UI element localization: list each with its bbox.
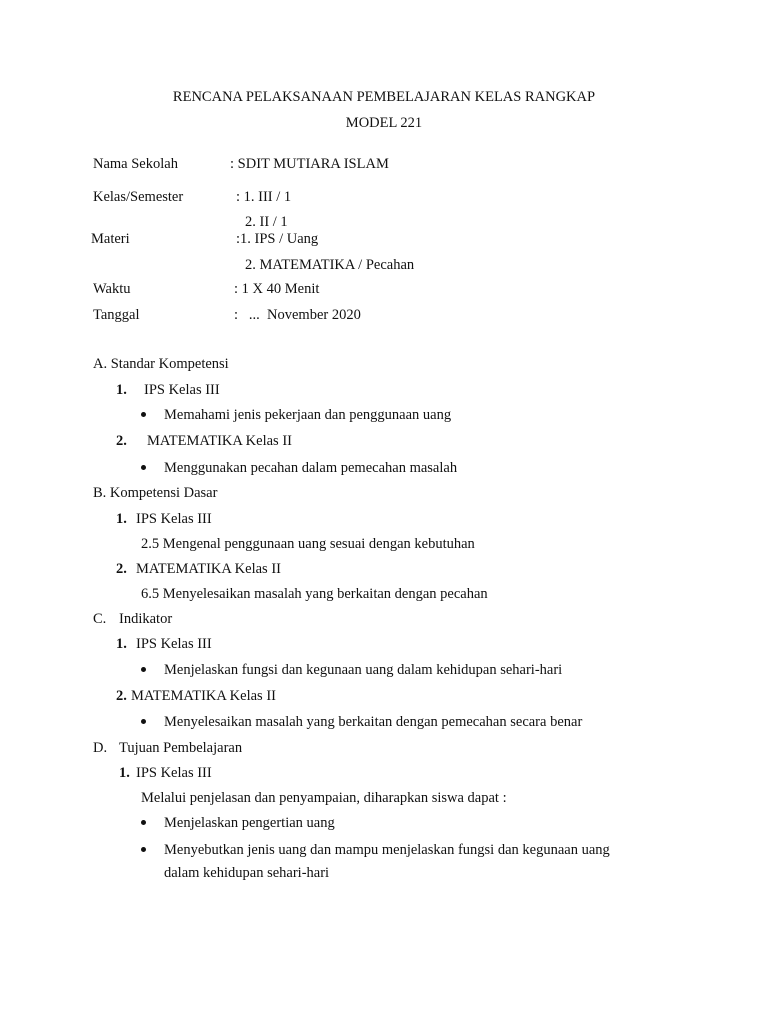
section-d-item1-label: IPS Kelas III [136,765,212,781]
section-c-item2-label: MATEMATIKA Kelas II [131,688,276,704]
section-a-item1-label: IPS Kelas III [144,382,220,398]
bullet-icon [141,719,146,724]
section-d-bullet2-line2: dalam kehidupan sehari-hari [164,865,330,881]
material-label: Materi [91,231,130,247]
section-c-item2-number: 2. [116,688,127,704]
class-label: Kelas/Semester [93,189,184,205]
section-b-item1-label: IPS Kelas III [136,511,212,527]
section-b-item1-text: 2.5 Mengenal penggunaan uang sesuai dengan kebutuhan [141,536,475,552]
section-b-item2-number: 2. [116,561,127,577]
school-label: Nama Sekolah [93,156,178,172]
section-d-heading: Tujuan Pembelajaran [119,740,243,756]
bullet-icon [141,667,146,672]
time-label: Waktu [93,281,131,297]
class-value-2: 2. II / 1 [245,214,288,230]
section-d-item1-number: 1. [119,765,130,781]
section-d-bullet2-line1: Menyebutkan jenis uang dan mampu menjelaskan fungsi dan kegunaan uang [164,842,610,858]
section-a-heading: A. Standar Kompetensi [93,356,229,372]
section-a-item1-bullet: Memahami jenis pekerjaan dan penggunaan uang [164,407,452,423]
bullet-icon [141,412,146,417]
section-a-item2-bullet: Menggunakan pecahan dalam pemecahan masalah [164,460,458,476]
section-c-item1-number: 1. [116,636,127,652]
school-value: : SDIT MUTIARA ISLAM [230,156,389,172]
section-d-heading-letter: D. [93,740,108,756]
document-title: RENCANA PELAKSANAAN PEMBELAJARAN KELAS RANGKAP [172,89,596,105]
date-value: : ... November 2020 [234,307,361,323]
section-b-item2-text: 6.5 Menyelesaikan masalah yang berkaitan dengan pecahan [141,586,488,602]
bullet-icon [141,847,146,852]
material-value-1: :1. IPS / Uang [236,231,319,247]
material-value-2: 2. MATEMATIKA / Pecahan [245,257,415,273]
bullet-icon [141,820,146,825]
section-c-heading: Indikator [119,611,173,627]
class-value-1: : 1. III / 1 [236,189,292,205]
document-subtitle: MODEL 221 [345,115,423,131]
section-a-item2-number: 2. [116,433,127,449]
section-c-item2-bullet: Menyelesaikan masalah yang berkaitan dengan pemecahan secara benar [164,714,583,730]
section-a-item1-number: 1. [116,382,127,398]
section-a-item2-label: MATEMATIKA Kelas II [147,433,292,449]
section-b-heading: B. Kompetensi Dasar [93,485,218,501]
bullet-icon [141,465,146,470]
date-label: Tanggal [93,307,140,323]
section-b-item2-label: MATEMATIKA Kelas II [136,561,281,577]
section-b-item1-number: 1. [116,511,127,527]
time-value: : 1 X 40 Menit [234,281,320,297]
section-c-item1-bullet: Menjelaskan fungsi dan kegunaan uang dalam kehidupan sehari-hari [164,662,563,678]
section-d-bullet1: Menjelaskan pengertian uang [164,815,335,831]
section-c-item1-label: IPS Kelas III [136,636,212,652]
section-d-intro: Melalui penjelasan dan penyampaian, diharapkan siswa dapat : [141,790,507,806]
section-c-heading-letter: C. [93,611,107,627]
